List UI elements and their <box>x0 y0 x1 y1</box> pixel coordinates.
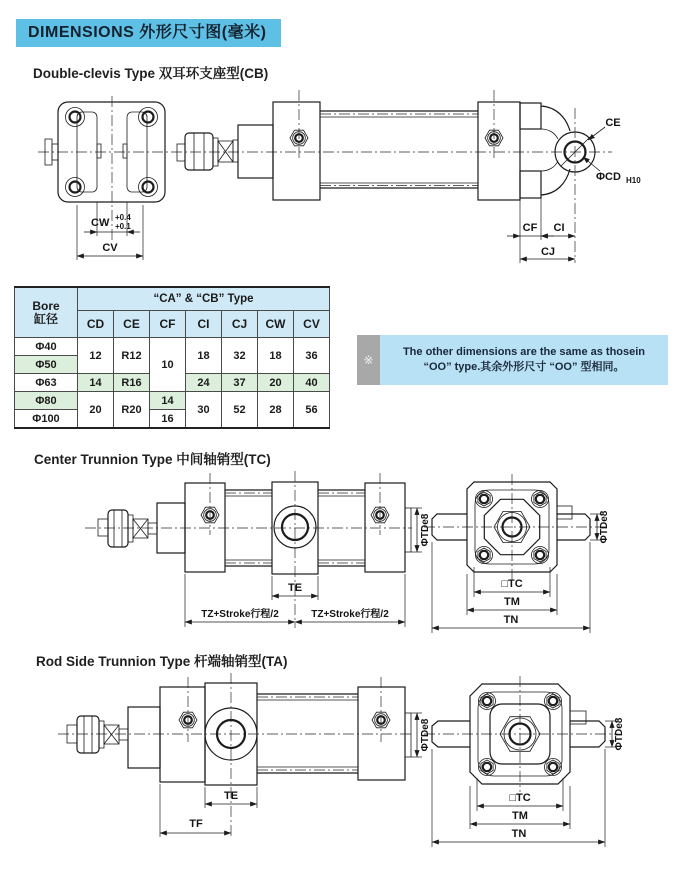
dim-label-tz-left: TZ+Stroke行程/2 <box>201 609 279 620</box>
ta-side-view <box>58 673 431 837</box>
cell-cd-80-100: 20 <box>78 392 114 429</box>
cell-cw-40-50: 18 <box>258 338 294 374</box>
dim-label-tn-ta: TN <box>511 828 527 840</box>
drawing-rod-side-trunnion <box>0 668 680 877</box>
bore-80: Φ80 <box>15 392 78 410</box>
cb-front-view <box>38 96 612 260</box>
dimensions-table <box>14 286 330 429</box>
cell-ci-80-100: 30 <box>186 392 222 429</box>
cell-cv-63: 40 <box>294 374 330 392</box>
reference-mark-icon: ※ <box>363 353 374 367</box>
cell-cf-40-63: 10 <box>150 338 186 392</box>
section-heading-ta: Rod Side Trunnion Type 杆端轴销型(TA) <box>36 654 288 669</box>
col-header-ci: CI <box>186 311 222 338</box>
dim-label-cf: CF <box>522 222 538 234</box>
section-heading-cb: Double-clevis Type 双耳环支座型(CB) <box>33 66 269 81</box>
section-heading-tc: Center Trunnion Type 中间轴销型(TC) <box>34 452 271 467</box>
dim-label-te-ta: TE <box>223 790 239 802</box>
cell-ce-80-100: R20 <box>114 392 150 429</box>
dim-label-tcsq-ta: □TC <box>509 792 531 804</box>
bore-100: Φ100 <box>15 410 78 429</box>
note-line-1: The other dimensions are the same as thosein <box>402 345 646 358</box>
dim-label-tn-tc: TN <box>503 614 519 626</box>
dim-label-tf: TF <box>189 818 203 830</box>
cell-cd-63: 14 <box>78 374 114 392</box>
col-header-cj: CJ <box>222 311 258 338</box>
cell-cd-40-50: 12 <box>78 338 114 374</box>
col-header-cd: CD <box>78 311 114 338</box>
cell-ci-63: 24 <box>186 374 222 392</box>
bore-40: Φ40 <box>15 338 78 356</box>
dim-label-td-side-ta: ΦTDe8 <box>420 718 431 752</box>
cell-ce-40-50: R12 <box>114 338 150 374</box>
page-title: DIMENSIONS 外形尺寸图(毫米) <box>16 19 281 47</box>
dim-label-tm-tc: TM <box>504 596 520 608</box>
note-marker <box>357 335 380 385</box>
cell-ce-63: R16 <box>114 374 150 392</box>
note-text <box>380 335 668 385</box>
cell-cj-80-100: 52 <box>222 392 258 429</box>
cell-cf-80: 14 <box>150 392 186 410</box>
col-header-ce: CE <box>114 311 150 338</box>
cell-cv-40-50: 36 <box>294 338 330 374</box>
cb-side-view <box>177 90 641 263</box>
col-header-cw: CW <box>258 311 294 338</box>
cell-cj-40-50: 32 <box>222 338 258 374</box>
cell-cf-100: 16 <box>150 410 186 429</box>
dim-label-tcsq-tc: □TC <box>501 578 523 590</box>
drawing-center-trunnion <box>0 465 680 650</box>
cell-cw-63: 20 <box>258 374 294 392</box>
bore-63: Φ63 <box>15 374 78 392</box>
dim-label-cj: CJ <box>540 246 556 258</box>
dim-label-phicd-tol: H10 <box>626 176 641 185</box>
drawing-double-clevis <box>0 78 680 278</box>
tc-side-view <box>85 471 431 628</box>
dim-label-tm-ta: TM <box>512 810 528 822</box>
dim-label-cw: CW <box>91 217 110 229</box>
col-header-bore: Bore 缸径 <box>15 287 78 338</box>
dim-label-cw-tol-lower: +0.1 <box>115 222 131 231</box>
note-line-2: “OO” type.其余外形尺寸 “OO” 型相同。 <box>423 361 625 373</box>
dim-label-cv: CV <box>102 242 118 254</box>
col-header-cf: CF <box>150 311 186 338</box>
dim-label-cw-tol-upper: +0.4 <box>115 213 131 222</box>
cell-ci-40-50: 18 <box>186 338 222 374</box>
cell-cj-63: 37 <box>222 374 258 392</box>
dim-label-td-side: ΦTDe8 <box>420 513 431 547</box>
cell-cv-80-100: 56 <box>294 392 330 429</box>
ta-end-view <box>424 676 625 847</box>
dim-label-td-end: ΦTDe8 <box>599 510 610 544</box>
dim-label-td-end-ta: ΦTDe8 <box>614 717 625 751</box>
bore-50: Φ50 <box>15 356 78 374</box>
dim-label-ci: CI <box>553 222 565 234</box>
col-header-cv: CV <box>294 311 330 338</box>
dim-label-ce: CE <box>605 117 621 129</box>
tc-end-view <box>424 474 610 633</box>
dim-label-phicd: ΦCD <box>596 171 621 183</box>
group-header: “CA” & “CB” Type <box>78 287 330 311</box>
note-box <box>357 335 668 385</box>
dim-label-tz-right: TZ+Stroke行程/2 <box>311 609 389 620</box>
cell-cw-80-100: 28 <box>258 392 294 429</box>
dim-label-te-tc: TE <box>287 582 303 594</box>
